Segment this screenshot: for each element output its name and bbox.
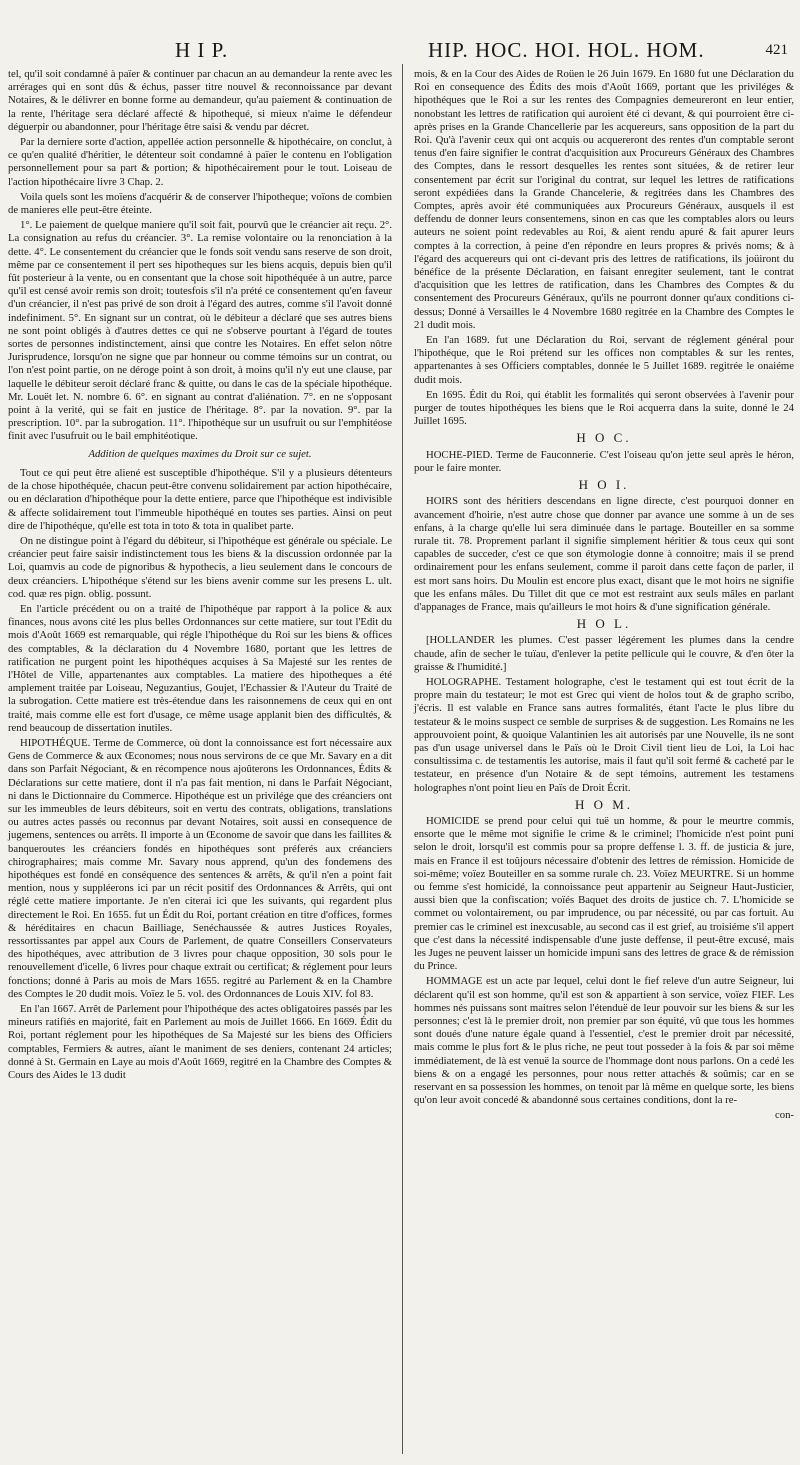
- right-column: [414, 68, 794, 1123]
- paragraph: En l'article précédent ou on a traité de l'hipothéque par rapport à la police & aux finances, nous avons cité les plus belles Ordonnances sur cette matiere, sur tout l'Edit du mois d'Août 1669 est remarquable, qui régle l'hipothéque du Roi sur les biens & offices des comptables, & la déclaration du 4 Novembre 1680, portant que les lettres de ratification ne purgent point les hipothéques acquises à Sa Majesté sur les rentes de l'Hôtel de Ville, appartenantes aux comptables. La matiere des hipotheques a été amplement traitée par Loiseau, Neguzantius, Goujet, l'Echassier & l'Auteur du Traité de la subrogation. Cette matiere est très-étendue dans les raisonnemens de ceux qui en ont traité, mais comme elle est fort d'usage, ce même usage applanit bien des difficultés, & rend beaucoup de dissertation inutiles.: [8, 602, 392, 734]
- left-column: [8, 68, 392, 1084]
- entry-hoirs: HOIRS sont des héritiers descendans en ligne directe, c'est pourquoi donner en avancement d'hoirie, n'est autre chose que donner par avance une somme à un de ses enfans, à la charge qu'elle lui sera diminuée dans le partage. Bouteiller en sa somme rurale tit. 78. Proprement parlant il signifie simplement héritier & tous ceux qui sont capables de succeder, c'est ce que son étymologie donne à connoitre; mais il se prend ordinairement pour les enfans seulement, comme il paroit dans cette façon de parler, il est mort sans hoirs. Du Moulin est encore plus exact, disant que le mot hoirs ne signifie que les enfans mâles. Du Tillet dit que ce mot est restraint aux seuls mâles en parlant d'appanages de France, mais qu'ailleurs le mot hoirs & d'une signification générale.: [414, 495, 794, 613]
- paragraph: 1°. Le paiement de quelque maniere qu'il soit fait, pourvû que le créancier ait reçu. 2°. La consignation au refus du créancier. 3°. La remise volontaire ou la renonciation à la dette. 4°. Le consentement du créancier que le fonds soit vendu sans reserve de son droit, même par ce consentement il pert ses hipotheques sur les biens acquis, depuis bien qu'il fût posterieur à la vente, ou en consentant que la chose soit hipothéquée à un autre, parce qu'il est censé avoir remis son droit; toutesfois s'il n'a prété ce consentement qu'en faveur d'un créancier, il n'est pas privé de son droit à l'égard des autres, comme s'il l'avoit donné indefiniment. 5°. En signant sur un contrat, où le débiteur a déclaré que ses autres biens ne sont point obligés à d'autres dettes ce qui ne s'observe pourtant à l'égard de toutes sortes de personnes indistinctement, ainsi que contre les Notaires. En effet selon nôtre Jurisprudence, lorsqu'on ne signe que par honneur ou comme témoins sur un contrat, ou l'on n'est point partie, on ne déroge point à son droit, à moins qu'il n'y eut une clause, par laquelle le débiteur seroit déclaré franc & quitte, ou dans le cas de la spéciale hipothéque. Mr. Louët let. N. nombre 6. 6°. en signant au contrat d'aliénation. 7°. en ne s'opposant point à la verité, qui se fait en justice de l'héritage. 8°. par la novation. 9°. par la prescription. 10°. par la subrogation. 11°. l'hipothéque sur un usufruit ou sur l'emphitéose finit avec l'usufruit ou le bail emphitéotique.: [8, 219, 392, 443]
- subheading: Addition de quelques maximes du Droit sur ce sujet.: [88, 447, 312, 460]
- paragraph: On ne distingue point à l'égard du débiteur, si l'hipothéque est générale ou spéciale. Le créancier peut faire saisir indistinctement tous les biens & la discussion ordonnée par la Loi, quamvis au code de pignoribus & hypothecis, a lieu seulement dans le concours de deux créanciers. L'hipothéque s'étend sur les biens avenir comme sur les presens L. ult. cod. quæ res pign. oblig. possunt.: [8, 534, 392, 600]
- running-head-left: H I P.: [175, 38, 229, 62]
- running-head-right: HIP. HOC. HOI. HOL. HOM.: [428, 38, 705, 62]
- entry-hoche-pied: HOCHE-PIED. Terme de Fauconnerie. C'est l'oiseau qu'on jette seul après le héron, pour le faire monter.: [414, 448, 794, 474]
- paragraph: HIPOTHÉQUE. Terme de Commerce, où dont la connoissance est fort nécessaire aux Gens de Commerce & aux Œconomes; nous nous servirons de ce que Mr. Savary en a dit dans son Parfait Négociant, & en récompence nous ajoûterons les Ordonnances, Édits & Déclarations sur cette matiere, dont il n'a pas fait mention, ni dans le Parfait Négociant, ni dans le Dictionnaire du Commerce. Hipothéque est un privilége que des créanciers ont sur les immeubles de leurs débiteurs, soit en vertu des contrats, obligations, translations ou autres actes passés ou reconnus par devant Notaires, soit aussi en consequence de jugemens, sentences ou arrêts. Il importe à un Œconome de savoir que dans les faillites & banqueroutes les créanciers fondés en hipothéques sont préferés aux créanciers chirographaires; mais comme Mr. Savary nous apprend, qu'un des fondemens des hipothéques est fondé en conséquence des sentences & arrêts, & qu'il n'en a point fait mention, nous y suppléerons ici par un récit positif des Ordonnances & Arrêts, qui ont réglé cette matiere importante. Je n'en citerai ici que les suivants, qui regardent plus directement le Roi. En 1655. fut un Édit du Roi, portant création en titre d'offices, formes & héréditaires en chacun Bailliage, Senéchaussée & autres Justices Royales, ressortissantes par appel aux Cours de Parlement, de quatre Conseillers Conservateurs des hipothéques, avec attribution de 3 livres pour chaque opposition, 30 sols pour le renouvellement d'icelle, 6 livres pour chaque extrait ou certificat; & réglement pour leurs fonctions; donné à Paris au mois de Mars 1655. regitré au Parlement & en la Chambre des Comptes le 20 dudit mois. Voïez le 5. vol. des Ordonnances de Louis XIV. fol 83.: [8, 736, 392, 1000]
- column-rule: [402, 64, 403, 1454]
- entry-hollander: [HOLLANDER les plumes. C'est passer légérement les plumes dans la cendre chaude, afin de secher le tuïau, d'enlever la petite pellicule qui le couvre, & d'en ôter la graisse & l'humidité.]: [414, 634, 794, 673]
- section-heading-hoc: H O C.: [576, 430, 632, 446]
- entry-homicide: HOMICIDE se prend pour celui qui tuë un homme, & pour le meurtre commis, ensorte que le même mot signifie le crime & le criminel; l'homicide n'est point puni selon le droit, lorsqu'il est commis pour sa propre deffense l. 3. ff. de justicia & jure, mais en France il est toûjours nécessaire d'obtenir des lettres de rémission. Homicide de soi-même; voïez Bouteiller en sa somme rurale ch. 23. Voïez MEURTRE. Si un homme ou femme s'est homicidé, la connoissance peut appartenir au Seigneur Haut-Justicier, aussi bien que la confiscation; voïés Baquet des droits de justice ch. 7. L'homicide se commet ou volontairement, ou par imprudence, ou par nécessité, ou par cas fortuit. Au premier cas le criminel est inexcusable, au second cas il est grief, au troisiéme s'il appert que c'est dans la nécessité indispensable d'une juste deffense, il peut-être excusé, mais les Juges ne peuvent laisser un homicide impuni sans des lettres de grace & de rémission du Prince.: [414, 814, 794, 973]
- paragraph: En l'an 1667. Arrêt de Parlement pour l'hipothéque des actes obligatoires passés par les mineurs ratifiés en majorité, fait en Parlement au mois de Juillet 1666. En 1669. Édit du Roi, portant réglement pour les hipothéques de Sa Majesté sur les biens des Officiers comptables, Fermiers & autres, aïant le maniment de ses deniers, contenant 24 articles; donné à St. Germain en Laye au mois d'Août 1669, regitré en la Chambre des Comptes & Cours des Aides le 13 dudit: [8, 1003, 392, 1082]
- paragraph: Tout ce qui peut être aliené est susceptible d'hipothéque. S'il y a plusieurs détenteurs de la chose hipothéquée, chacun peut-être convenu solidairement par action hipothécaire, ou en déclaration d'hipothéque pour la dette entiere, parce que l'hipothéque est indivisible & affecte solidairement tout l'immeuble hipothéqué en toutes ses parties. Ainsi on peut dire de l'hipothéque, qu'elle est tota in toto & tota in qualibet parte.: [8, 466, 392, 532]
- paragraph: mois, & en la Cour des Aides de Roüen le 26 Juin 1679. En 1680 fut une Déclaration du Roi en consequence des Édits des mois d'Août 1669, portant que les priviléges & hipothéques que le Roi a sur les rentes des Compagnies demeureront en leur entier, nonobstant les lettres de ratification qui auroient été ci devant, & qui pourroient être ci-après prises en la Grande Chancellerie par les acquereurs, sans opposition de la part du Roi. Qu'à l'avenir ceux qui ont acquis ou acquereront des rentes d'un comptable seront tenus d'en faire signifier le contrat d'acquisition aux Procureurs Généraux des Chambres des Comptes, dans le ressort desquelles les rentes sont situées, & de retirer leur consentement par écrit sur l'original du contrat, sur lequel les lettres de ratifications seront expédiées dans la Grande Chancelerie, & regitrées dans les Chambres des Comptes, après avoir été communiquées aux Procureurs Généraux, ausquels il est deffendu de donner leurs consentemens, sinon en cas que les comptables alors ou leurs auteurs ne soient point redevables au Roi, & aient rendu apuré & fait apurer leurs comptes à la correction, à peine d'en répondre en leurs propres & privés noms; & à l'égard des acquereurs qui ont ci-devant pris des lettres de ratifications, ils joüiront du bénéfice de la présente Déclaration, en faisant enregiter seulement, tant le contrat d'acquisition que les lettres de ratification, dans les Chambres des Comptes & du consentement des Procureurs Généraux, qu'ils ne pourront donner qu'aux conditions ci-dessus; Donné à Versailles le 4 Novembre 1680 regitrée en la Chambre des Comptes le 21 dudit mois.: [414, 68, 794, 331]
- entry-holographe: HOLOGRAPHE. Testament holographe, c'est le testament qui est tout écrit de la propre main du testateur; le mot est Grec qui vient de holos tout & de grapho scribo, j'écris. Il est valable en France sans autres formalités, étant l'acte le plus libre du testateur & le moins suspect ce semble de surprises & de suggestion. Les Romains ne les approuvoient point, & quoique Valantinien les ait autorisés par une Nouvelle, ils ne sont pas d'un usage universel dans le Païs où le Droit Civil tient lieu de Loi, la Loi hac consultissima c. de testamentis les autorise, mais il faut qu'il soit fermé & cacheté par le testateur, en présence d'un Notaire & de sept témoins, autrement les testamens holographes n'ont point lieu en Païs de Droit Écrit.: [414, 675, 794, 794]
- paragraph: Voila quels sont les moïens d'acquérir & de conserver l'hipotheque; voïons de combien de manieres elle peut-être éteinte.: [8, 190, 392, 217]
- page-number: 421: [765, 42, 788, 58]
- catchword: con-: [775, 1109, 794, 1122]
- paragraph: En l'an 1689. fut une Déclaration du Roi, servant de réglement général pour l'hipothéque, que le Roi prétend sur les offices non comptables & sur les rentes, appartenantes à ses Officiers comptables, donnée le 5 Juillet 1689. regitrée le onaiéme dudit mois.: [414, 334, 794, 386]
- section-heading-hol: H O L.: [576, 616, 632, 632]
- paragraph: tel, qu'il soit condamné à païer & continuer par chacun an au demandeur la rente avec les arrérages qui en sont dûs & échus, passer titre nouvel & reconnoissance par devant Notaires, & le délivrer en bonne forme au demandeur, qu'au paiement & continuation de la rente, l'héritage sera déclaré affecté & hipothequé, si mieux n'aime le défendeur déguerpir ou abandonner, pour l'héritage être saisi & vendu par décret.: [8, 68, 392, 133]
- paragraph: Par la derniere sorte d'action, appellée action personnelle & hipothécaire, on conclut, à ce qu'en qualité d'héritier, le détenteur soit condamné à païer le contenu en l'obligation personnellement pour sa part & portion; & hipothécairement pour le tout. Loiseau de l'action hipothécaire livre 3 Chap. 2.: [8, 136, 392, 188]
- paragraph: En 1695. Édit du Roi, qui établit les formalités qui seront observées à l'avenir pour purger de toutes hipothéques les biens que le Roi acquerra dans la suite, donné le 24 Juillet 1695.: [414, 388, 794, 428]
- entry-hommage: HOMMAGE est un acte par lequel, celui dont le fief releve d'un autre Seigneur, lui déclarent qu'il est son homme, qu'il est son & appartient à son service, voïez FIEF. Les hommes nés puissans sont maitres selon l'étenduë de leur pouvoir sur les biens & sur les personnes; c'est là le premier droit, non premier par son équité, vû que tous les hommes sont doués d'une nature égale quand à l'essentiel, c'est le premier droit par nécessité, mais comme le plus fort & le plus riche, ne peut tout posseder à la fois & par soi même immédiatement, de là est venuë la source de l'hommage dont nous parlons. On a cedé les biens & on a engagé les personnes, pour nous retter attachés & soûmis; car en se reservant en sa possession les hommes, on tenoit par là même en quelque sorte, les biens qu'on leur avoit concedé & abandonné sous certaines conditions, dont la re-: [414, 975, 794, 1107]
- section-heading-hoi: H O I.: [578, 477, 630, 493]
- section-heading-hom: H O M.: [574, 796, 634, 812]
